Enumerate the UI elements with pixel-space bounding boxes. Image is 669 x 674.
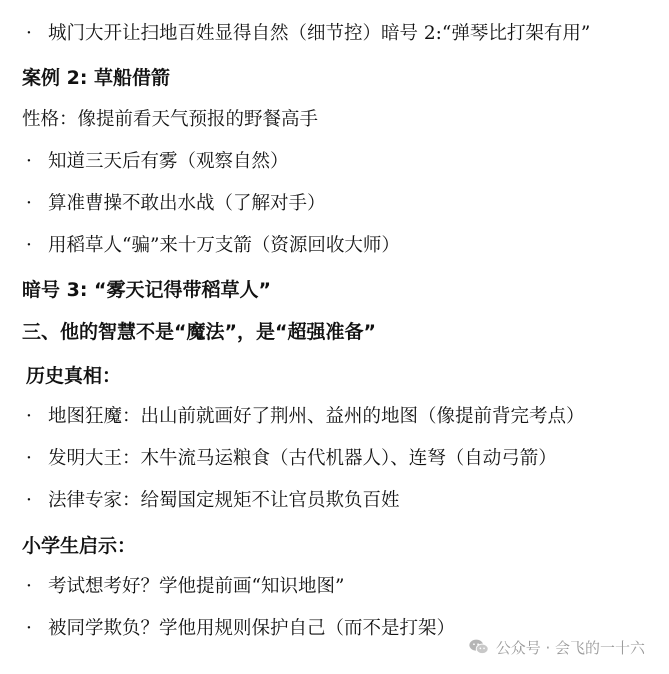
bullet: ·: [26, 490, 32, 511]
list-item-text: 被同学欺负？学他用规则保护自己（而不是打架）: [48, 618, 456, 639]
list-item-text: 算准曹操不敢出水战（了解对手）: [48, 193, 326, 214]
section-heading: 历史真相：: [26, 365, 122, 387]
bullet: ·: [26, 23, 32, 44]
section-heading: 小学生启示：: [22, 535, 137, 557]
section-heading: 暗号 3: “雾天记得带稻草人”: [22, 279, 272, 301]
watermark: [468, 636, 645, 658]
list-item-text: 地图狂魔：出山前就画好了荆州、益州的地图（像提前背完考点）: [48, 406, 585, 427]
bullet: ·: [26, 151, 32, 172]
bullet: ·: [26, 193, 32, 214]
bullet: ·: [26, 448, 32, 469]
section-heading: 案例 2: 草船借箭: [22, 67, 171, 89]
paragraph: 性格：像提前看天气预报的野餐高手: [22, 109, 319, 130]
list-item-text: 知道三天后有雾（观察自然）: [48, 151, 289, 172]
watermark-text: 公众号 · 会飞的一十六: [495, 638, 645, 657]
wechat-icon: [468, 636, 490, 658]
section-heading: 三、他的智慧不是“魔法”，是“超强准备”: [22, 321, 376, 343]
list-item-text: 考试想考好？学他提前画“知识地图”: [48, 576, 345, 597]
list-item-text: 发明大王：木牛流马运粮食（古代机器人）、连弩（自动弓箭）: [48, 448, 557, 469]
bullet: ·: [26, 235, 32, 256]
list-item-text: 法律专家：给蜀国定规矩不让官员欺负百姓: [48, 490, 400, 511]
list-item-text: 用稻草人“骗”来十万支箭（资源回收大师）: [48, 235, 400, 256]
bullet: ·: [26, 576, 32, 597]
bullet: ·: [26, 618, 32, 639]
bullet: ·: [26, 406, 32, 427]
list-item-text: 城门大开让扫地百姓显得自然（细节控）暗号 2:“弹琴比打架有用”: [48, 23, 591, 44]
